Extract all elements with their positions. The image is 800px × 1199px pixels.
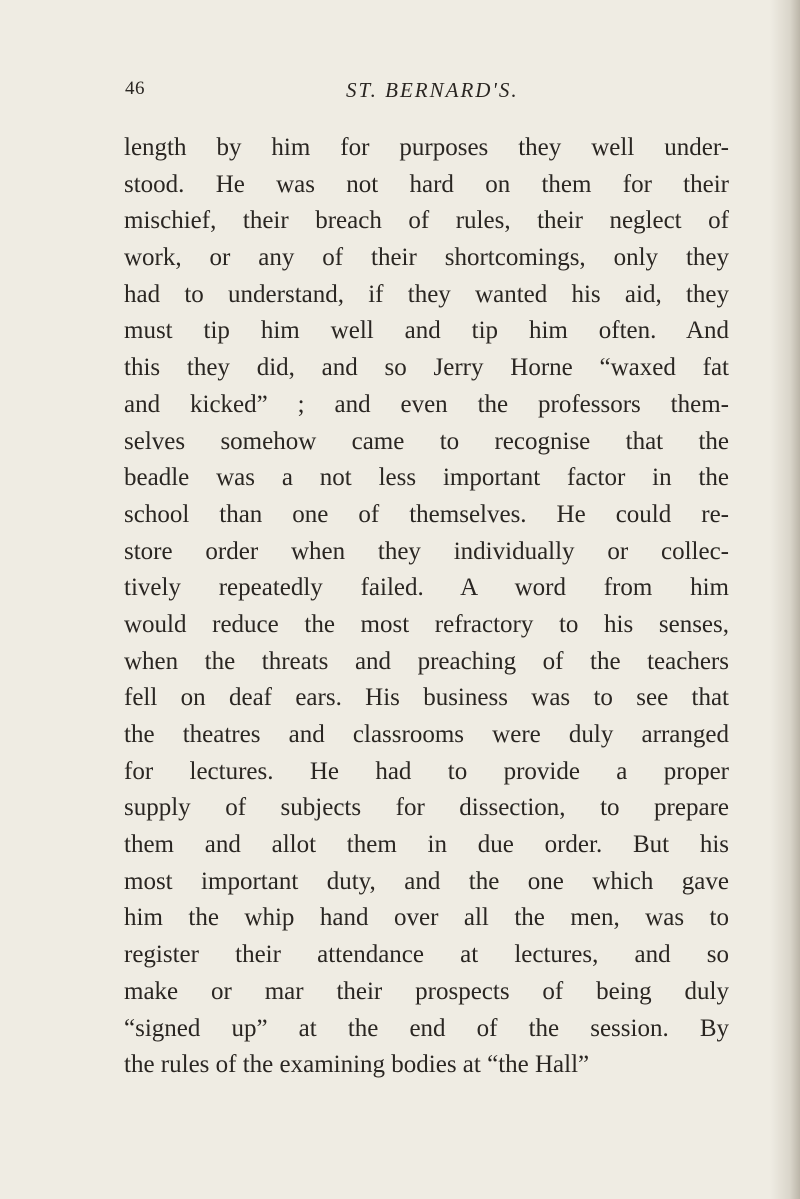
text-line: stood. He was not hard on them for their <box>124 170 729 198</box>
text-line: for lectures. He had to provide a proper <box>124 757 729 785</box>
text-line: register their attendance at lectures, and so <box>124 941 729 969</box>
text-line: beadle was a not less important factor in the <box>124 464 729 492</box>
text-line: selves somehow came to recognise that the <box>124 427 729 455</box>
text-line: supply of subjects for dissection, to prepare <box>124 794 729 822</box>
text-line: store order when they individually or collec- <box>124 537 729 565</box>
text-line: and kicked” ; and even the professors them- <box>124 390 729 418</box>
text-line: length by him for purposes they well under- <box>124 134 729 161</box>
text-line: had to understand, if they wanted his aid, they <box>124 280 729 308</box>
text-line: tively repeatedly failed. A word from him <box>124 574 729 602</box>
text-line: most important duty, and the one which gave <box>124 867 729 895</box>
text-line: work, or any of their shortcomings, only they <box>124 244 729 272</box>
page-number: 46 <box>125 78 145 99</box>
text-line: the rules of the examining bodies at “the Hall” <box>124 1051 590 1079</box>
text-line: must tip him well and tip him often. And <box>124 317 729 345</box>
text-line: this they did, and so Jerry Horne “waxed fat <box>124 354 729 382</box>
text-line: would reduce the most refractory to his senses, <box>124 610 729 638</box>
text-line: school than one of themselves. He could re- <box>124 500 729 528</box>
text-line: mischief, their breach of rules, their neglect of <box>124 207 729 235</box>
text-line: him the whip hand over all the men, was to <box>124 904 729 932</box>
text-line: fell on deaf ears. His business was to see that <box>124 684 729 712</box>
text-line: make or mar their prospects of being duly <box>124 977 729 1005</box>
running-head: ST. BERNARD'S. <box>346 78 519 102</box>
text-line: them and allot them in due order. But his <box>124 831 729 859</box>
body-text <box>124 130 729 1084</box>
text-line: “signed up” at the end of the session. By <box>124 1014 729 1042</box>
text-line: the theatres and classrooms were duly arranged <box>124 721 729 748</box>
page-header <box>0 74 800 110</box>
text-line: when the threats and preaching of the teachers <box>124 647 729 675</box>
